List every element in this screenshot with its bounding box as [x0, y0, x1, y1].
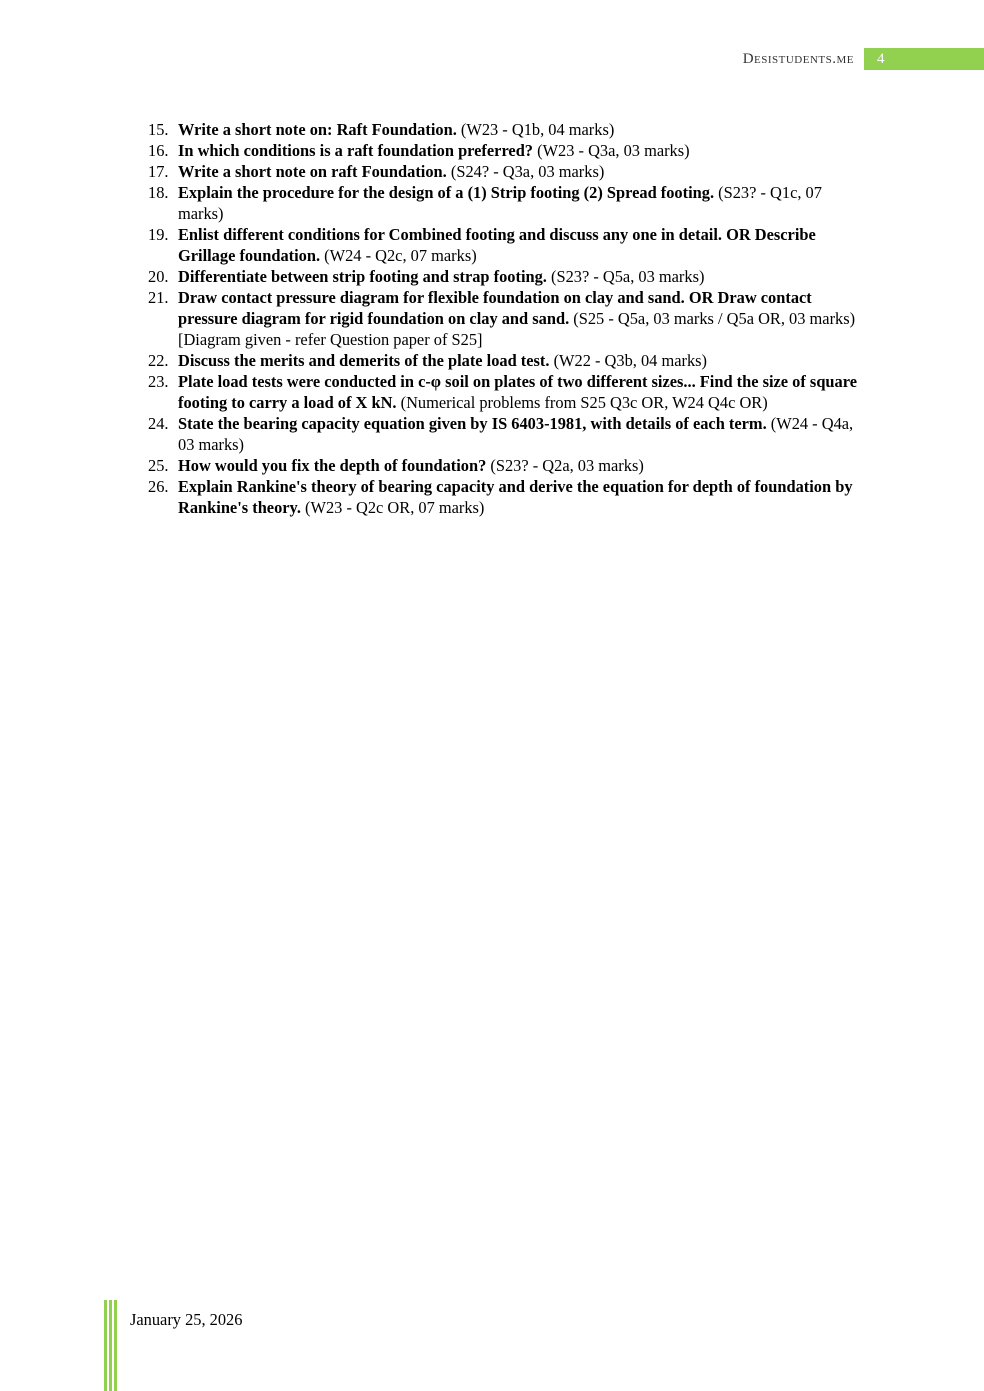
question-meta: (S25 - Q5a, 03 marks / Q5a OR, 03 marks) [Diagram given - refer Question paper of S25]: [178, 309, 856, 349]
question-number: 21.: [148, 288, 169, 307]
question-item: [144, 119, 864, 140]
footer-bar: [104, 1300, 107, 1391]
question-item: [144, 371, 864, 413]
question-item: [144, 224, 864, 266]
question-bold: Enlist different conditions for Combined footing and discuss any one in detail. OR Describe Grillage foundation.: [178, 225, 816, 265]
question-bold: Draw contact pressure diagram for flexible foundation on clay and sand. OR Draw contact pressure diagram for rigid foundation on clay and sand.: [178, 288, 812, 328]
question-bold: State the bearing capacity equation given by IS 6403-1981, with details of each term.: [178, 414, 767, 433]
question-number: 26.: [148, 477, 169, 496]
question-meta: (Numerical problems from S25 Q3c OR, W24 Q4c OR): [396, 393, 768, 412]
question-item: [144, 455, 864, 476]
question-bold: Write a short note on raft Foundation.: [178, 162, 447, 181]
page-number: 4: [877, 50, 885, 67]
question-text: [178, 119, 864, 140]
question-text: [178, 287, 864, 350]
footer-bar: [109, 1300, 112, 1391]
page-number-box: [864, 48, 984, 70]
question-list: [144, 119, 864, 518]
question-meta: (S23? - Q5a, 03 marks): [546, 267, 705, 286]
question-number: 18.: [148, 183, 169, 202]
question-text: [178, 161, 864, 182]
question-text: [178, 350, 864, 371]
footer-bar: [114, 1300, 117, 1391]
question-meta: (W23 - Q3a, 03 marks): [533, 141, 690, 160]
question-text: [178, 182, 864, 224]
question-number: 19.: [148, 225, 169, 244]
question-number: 15.: [148, 120, 169, 139]
question-item: [144, 287, 864, 350]
footer-date: January 25, 2026: [130, 1310, 243, 1329]
question-number: 25.: [148, 456, 169, 475]
question-number: 24.: [148, 414, 169, 433]
question-item: [144, 140, 864, 161]
footer-accent-bars: [104, 1300, 120, 1391]
question-meta: (W24 - Q2c, 07 marks): [320, 246, 477, 265]
question-meta: (W23 - Q1b, 04 marks): [456, 120, 615, 139]
question-text: [178, 413, 864, 455]
question-meta: (W22 - Q3b, 04 marks): [549, 351, 707, 370]
question-number: 23.: [148, 372, 169, 391]
question-text: [178, 476, 864, 518]
page-header: [743, 48, 984, 70]
question-text: [178, 140, 864, 161]
question-number: 17.: [148, 162, 169, 181]
question-number: 20.: [148, 267, 169, 286]
question-item: [144, 266, 864, 287]
question-bold: Plate load tests were conducted in c-φ soil on plates of two different sizes... Find the size of square footing to carry a load of X kN.: [178, 372, 857, 412]
question-bold: Discuss the merits and demerits of the plate load test.: [178, 351, 550, 370]
question-meta: (S23? - Q2a, 03 marks): [486, 456, 644, 475]
question-meta: (S23? - Q1c, 07 marks): [178, 183, 822, 223]
question-bold: How would you fix the depth of foundation?: [178, 456, 487, 475]
site-name: Desistudents.me: [742, 50, 854, 67]
question-meta: (W23 - Q2c OR, 07 marks): [300, 498, 485, 517]
question-text: [178, 266, 864, 287]
question-text: [178, 224, 864, 266]
question-bold: Differentiate between strip footing and strap footing.: [178, 267, 547, 286]
question-number: 16.: [148, 141, 169, 160]
question-bold: Explain Rankine's theory of bearing capacity and derive the equation for depth of foundation by Rankine's theory.: [178, 477, 853, 517]
question-bold: In which conditions is a raft foundation preferred?: [178, 141, 534, 160]
question-item: [144, 350, 864, 371]
question-item: [144, 182, 864, 224]
question-meta: (W24 - Q4a, 03 marks): [178, 414, 854, 454]
question-meta: (S24? - Q3a, 03 marks): [446, 162, 605, 181]
question-item: [144, 161, 864, 182]
question-text: [178, 455, 864, 476]
question-number: 22.: [148, 351, 169, 370]
question-item: [144, 476, 864, 518]
question-bold: Explain the procedure for the design of a (1) Strip footing (2) Spread footing.: [178, 183, 715, 202]
question-bold: Write a short note on: Raft Foundation.: [178, 120, 457, 139]
question-item: [144, 413, 864, 455]
question-text: [178, 371, 864, 413]
